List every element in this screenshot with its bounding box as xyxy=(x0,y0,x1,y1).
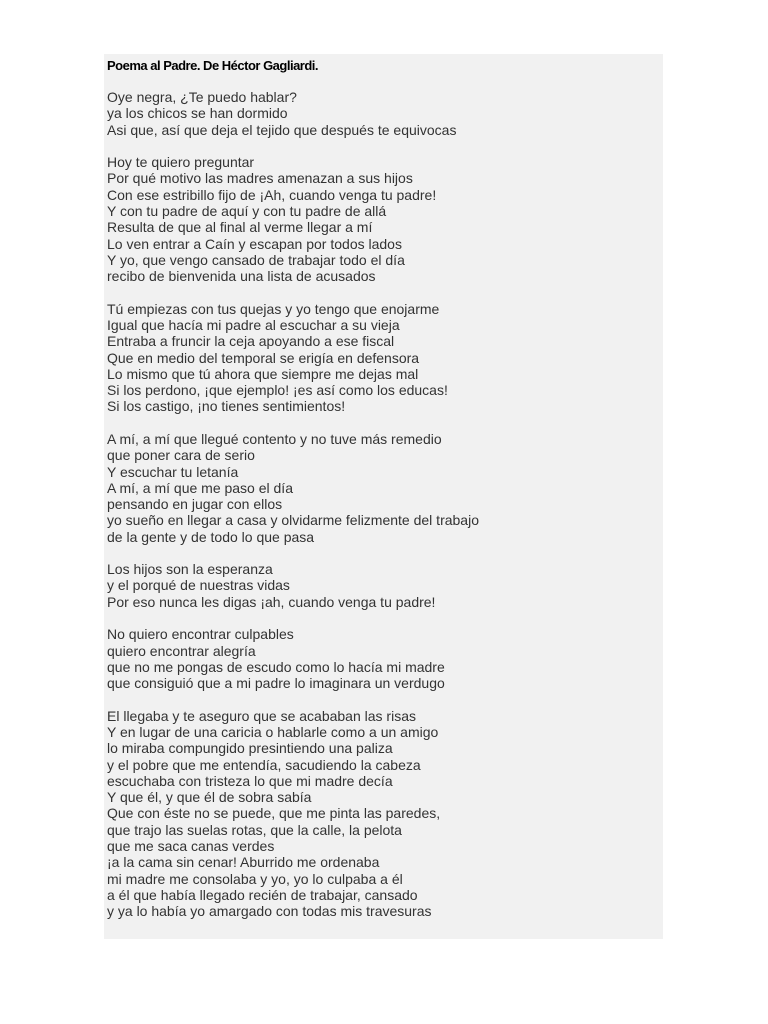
poem-verse-line: lo miraba compungido presintiendo una paliza xyxy=(107,740,393,757)
poem-title: Poema al Padre. De Héctor Gagliardi. xyxy=(107,58,319,73)
poem-verse-line: que consiguió que a mi padre lo imaginara un verdugo xyxy=(107,675,445,692)
poem-verse-line: que no me pongas de escudo como lo hacía mi madre xyxy=(107,658,445,675)
poem-stanza xyxy=(107,561,663,610)
poem-verse-line: Lo mismo que tú ahora que siempre me dejas mal xyxy=(107,365,419,382)
poem-verse-line: Que en medio del temporal se erigía en defensora xyxy=(107,349,420,366)
poem-verse-line: Entraba a fruncir la ceja apoyando a ese fiscal xyxy=(107,333,395,350)
poem-verse-line: que poner cara de serio xyxy=(107,447,255,464)
poem-verse-line: yo sueño en llegar a casa y olvidarme felizmente del trabajo xyxy=(107,512,479,529)
poem-verse-line: Tú empiezas con tus quejas y yo tengo que enojarme xyxy=(107,300,440,317)
poem-verse-line: Y yo, que vengo cansado de trabajar todo el día xyxy=(107,251,405,268)
poem-verse-line: que me saca canas verdes xyxy=(107,838,275,854)
poem-verse-line: quiero encontrar alegría xyxy=(107,642,256,659)
poem-verse-line: Y en lugar de una caricia o hablarle como a un amigo xyxy=(107,723,439,740)
poem-stanzas xyxy=(107,89,663,919)
poem-verse-line: El llegaba y te aseguro que se acababan las risas xyxy=(107,707,416,724)
poem-verse-line: Hoy te quiero preguntar xyxy=(107,154,255,171)
poem-verse-line: Si los perdono, ¡que ejemplo! ¡es así como los educas! xyxy=(107,382,448,399)
poem-verse-line: ¡a la cama sin cenar! Aburrido me ordenaba xyxy=(107,854,380,871)
poem-text-block xyxy=(104,54,663,939)
poem-verse-line: Lo ven entrar a Caín y escapan por todos lados xyxy=(107,235,402,252)
poem-verse-line: Que con éste no se puede, que me pinta las paredes, xyxy=(107,805,441,822)
poem-verse-line: Por eso nunca les digas ¡ah, cuando venga tu padre! xyxy=(107,593,436,610)
poem-verse-line: de la gente y de todo lo que pasa xyxy=(107,528,315,545)
poem-verse-line: ya los chicos se han dormido xyxy=(107,105,288,122)
poem-verse-line: mi madre me consolaba y yo, yo lo culpaba a él xyxy=(107,870,403,887)
poem-verse-line: Resulta de que al final al verme llegar a mí xyxy=(107,219,373,236)
poem-stanza xyxy=(107,708,663,920)
poem-verse-line: y ya lo había yo amargado con todas mis travesuras xyxy=(107,903,432,920)
poem-verse-line: Y con tu padre de aquí y con tu padre de allá xyxy=(107,202,387,219)
poem-verse-line: Con ese estribillo fijo de ¡Ah, cuando venga tu padre! xyxy=(107,186,437,203)
poem-verse-line: Por qué motivo las madres amenazan a sus hijos xyxy=(107,170,413,187)
poem-verse-line: que trajo las suelas rotas, que la calle, la pelota xyxy=(107,821,402,838)
poem-verse-line: No quiero encontrar culpables xyxy=(107,626,294,643)
poem-verse-line: a él que había llegado recién de trabajar, cansado xyxy=(107,886,418,903)
poem-stanza xyxy=(107,431,663,545)
poem-verse-line: escuchaba con tristeza lo que mi madre decía xyxy=(107,772,393,789)
poem-stanza xyxy=(107,626,663,691)
poem-stanza xyxy=(107,154,663,284)
poem-verse-line: Oye negra, ¿Te puedo hablar? xyxy=(107,89,297,105)
poem-verse-line: Si los castigo, ¡no tienes sentimientos! xyxy=(107,398,346,415)
poem-verse-line: Asi que, así que deja el tejido que después te equivocas xyxy=(107,121,457,138)
poem-verse-line: recibo de bienvenida una lista de acusados xyxy=(107,268,376,285)
poem-verse-line: Y escuchar tu letanía xyxy=(107,463,239,480)
poem-verse-line: y el porqué de nuestras vidas xyxy=(107,577,290,594)
poem-verse-line: pensando en jugar con ellos xyxy=(107,496,283,513)
poem-verse-line: y el pobre que me entendía, sacudiendo la cabeza xyxy=(107,756,421,773)
poem-verse-line: A mí, a mí que me paso el día xyxy=(107,479,293,496)
poem-verse-line: Y que él, y que él de sobra sabía xyxy=(107,789,312,806)
poem-verse-line: A mí, a mí que llegué contento y no tuve más remedio xyxy=(107,430,442,447)
poem-verse-line: Los hijos son la esperanza xyxy=(107,561,273,578)
poem-verse-line: Igual que hacía mi padre al escuchar a su vieja xyxy=(107,316,400,333)
poem-stanza xyxy=(107,89,663,138)
poem-stanza xyxy=(107,301,663,415)
